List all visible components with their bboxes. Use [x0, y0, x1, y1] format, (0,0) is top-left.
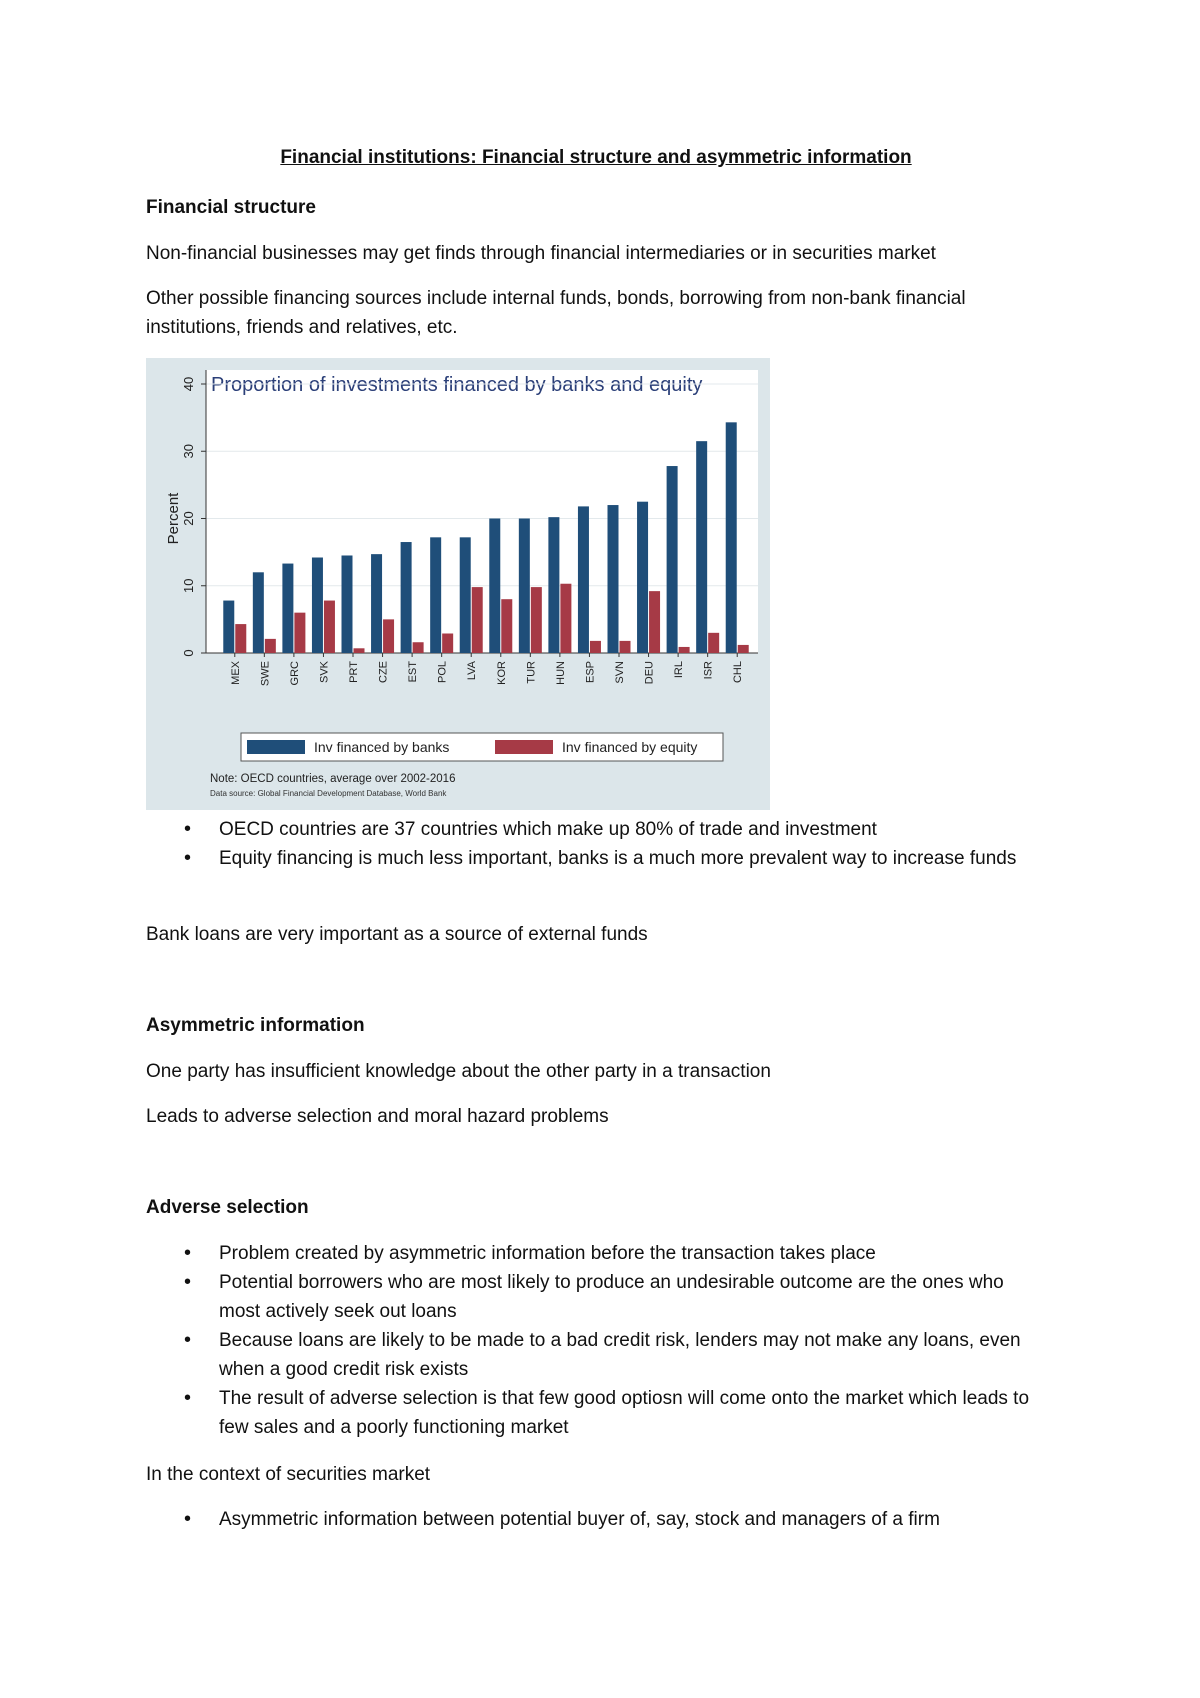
x-tick-label: KOR — [495, 661, 508, 685]
x-tick-label: CZE — [377, 661, 390, 683]
bullet-list-securities — [146, 1505, 1046, 1534]
bar-banks — [401, 542, 412, 653]
bar-equity — [649, 591, 660, 653]
bar-equity — [413, 642, 424, 653]
bullet-item: • Equity financing is much less important, banks is a much more prevalent way to increase funds — [146, 844, 1046, 873]
bar-equity — [620, 641, 631, 653]
legend-label-equity: Inv financed by equity — [562, 739, 698, 755]
bar-equity — [708, 633, 719, 653]
legend-swatch-equity — [495, 740, 553, 754]
bar-banks — [371, 554, 382, 653]
bullet-list-adverse-selection — [146, 1239, 1046, 1442]
bar-banks — [312, 558, 323, 653]
bullet-item: • Problem created by asymmetric information before the transaction takes place — [146, 1239, 1046, 1268]
y-axis-label: Percent — [165, 492, 182, 545]
y-tick-label: 0 — [181, 649, 196, 657]
y-tick-label: 40 — [181, 376, 196, 392]
x-tick-label: GRC — [288, 661, 301, 686]
y-tick-label: 20 — [181, 511, 196, 526]
legend-swatch-banks — [247, 740, 305, 754]
bullet-list-oecd — [146, 815, 1046, 873]
paragraph-insufficient-knowledge: One party has insufficient knowledge about the other party in a transaction — [146, 1061, 771, 1082]
bar-equity — [738, 645, 749, 653]
heading-asymmetric-information: Asymmetric information — [146, 1015, 365, 1036]
x-tick-label: HUN — [554, 661, 567, 685]
legend-label-banks: Inv financed by banks — [314, 739, 450, 755]
x-tick-label: EST — [407, 661, 420, 683]
paragraph-adverse-moral: Leads to adverse selection and moral hazard problems — [146, 1106, 609, 1127]
chart-title: Proportion of investments financed by banks and equity — [211, 374, 703, 396]
x-tick-label: ESP — [584, 661, 597, 684]
bar-equity — [235, 624, 246, 653]
paragraph-financing-channels: Non-financial businesses may get finds through financial intermediaries or in securities market — [146, 243, 936, 264]
bar-equity — [501, 599, 512, 653]
bar-banks — [460, 537, 471, 653]
bar-banks — [430, 537, 441, 653]
bar-equity — [679, 647, 690, 653]
chart-svg — [146, 358, 770, 810]
bar-banks — [342, 555, 353, 653]
bar-equity — [354, 648, 365, 653]
y-tick-label: 30 — [181, 444, 196, 459]
bullet-item: • Asymmetric information between potential buyer of, say, stock and managers of a firm — [146, 1505, 1046, 1534]
bar-banks — [637, 502, 648, 653]
chart-note: Note: OECD countries, average over 2002-2016 — [210, 773, 456, 785]
bar-equity — [472, 587, 483, 653]
bar-equity — [324, 601, 335, 653]
x-tick-label: SVK — [318, 661, 331, 684]
heading-adverse-selection: Adverse selection — [146, 1197, 309, 1218]
document-title: Financial institutions: Financial structure and asymmetric information — [280, 147, 912, 168]
x-tick-label: CHL — [732, 661, 745, 684]
x-tick-label: TUR — [525, 661, 538, 684]
paragraph-securities-context: In the context of securities market — [146, 1464, 431, 1485]
x-tick-label: SVN — [614, 661, 626, 684]
bar-banks — [667, 466, 678, 653]
bar-equity — [560, 584, 571, 653]
x-tick-label: POL — [436, 661, 449, 684]
bullet-item: • OECD countries are 37 countries which make up 80% of trade and investment — [146, 815, 1046, 844]
bar-banks — [696, 441, 707, 653]
x-tick-label: DEU — [643, 661, 656, 685]
bullet-item: • Because loans are likely to be made to a bad credit risk, lenders may not make any loans, even when a good credit risk exists — [146, 1326, 1046, 1384]
bar-banks — [726, 422, 737, 653]
bar-chart — [146, 358, 770, 810]
x-tick-label: SWE — [259, 661, 272, 687]
x-tick-label: PRT — [348, 661, 360, 683]
chart-source: Data source: Global Financial Development Database, World Bank — [210, 789, 447, 798]
y-tick-label: 10 — [181, 578, 196, 593]
bar-equity — [265, 639, 276, 653]
bullet-item: • The result of adverse selection is that few good optiosn will come onto the market which leads to few sales and a poorly functioning market — [146, 1384, 1046, 1442]
x-tick-label: LVA — [466, 661, 479, 681]
bar-banks — [608, 505, 619, 653]
x-tick-label: MEX — [229, 661, 242, 685]
bar-banks — [282, 564, 293, 653]
heading-financial-structure: Financial structure — [146, 197, 316, 218]
bar-equity — [383, 619, 394, 653]
bar-banks — [489, 519, 500, 654]
bullet-item: • Potential borrowers who are most likely to produce an undesirable outcome are the ones who most actively seek out loans — [146, 1268, 1046, 1326]
x-tick-label: ISR — [702, 661, 715, 680]
bar-banks — [223, 601, 234, 653]
bar-equity — [590, 641, 601, 653]
bar-equity — [442, 633, 453, 653]
x-tick-label: IRL — [673, 661, 686, 679]
bar-equity — [294, 613, 305, 653]
bar-banks — [548, 517, 559, 653]
bar-banks — [253, 572, 264, 653]
paragraph-bank-loans: Bank loans are very important as a source of external funds — [146, 924, 648, 945]
bar-banks — [578, 506, 589, 653]
bar-equity — [531, 587, 542, 653]
paragraph-financing-sources: Other possible financing sources include internal funds, bonds, borrowing from non-bank financial institutions, friends and relatives, etc. — [146, 288, 966, 338]
bar-banks — [519, 519, 530, 654]
